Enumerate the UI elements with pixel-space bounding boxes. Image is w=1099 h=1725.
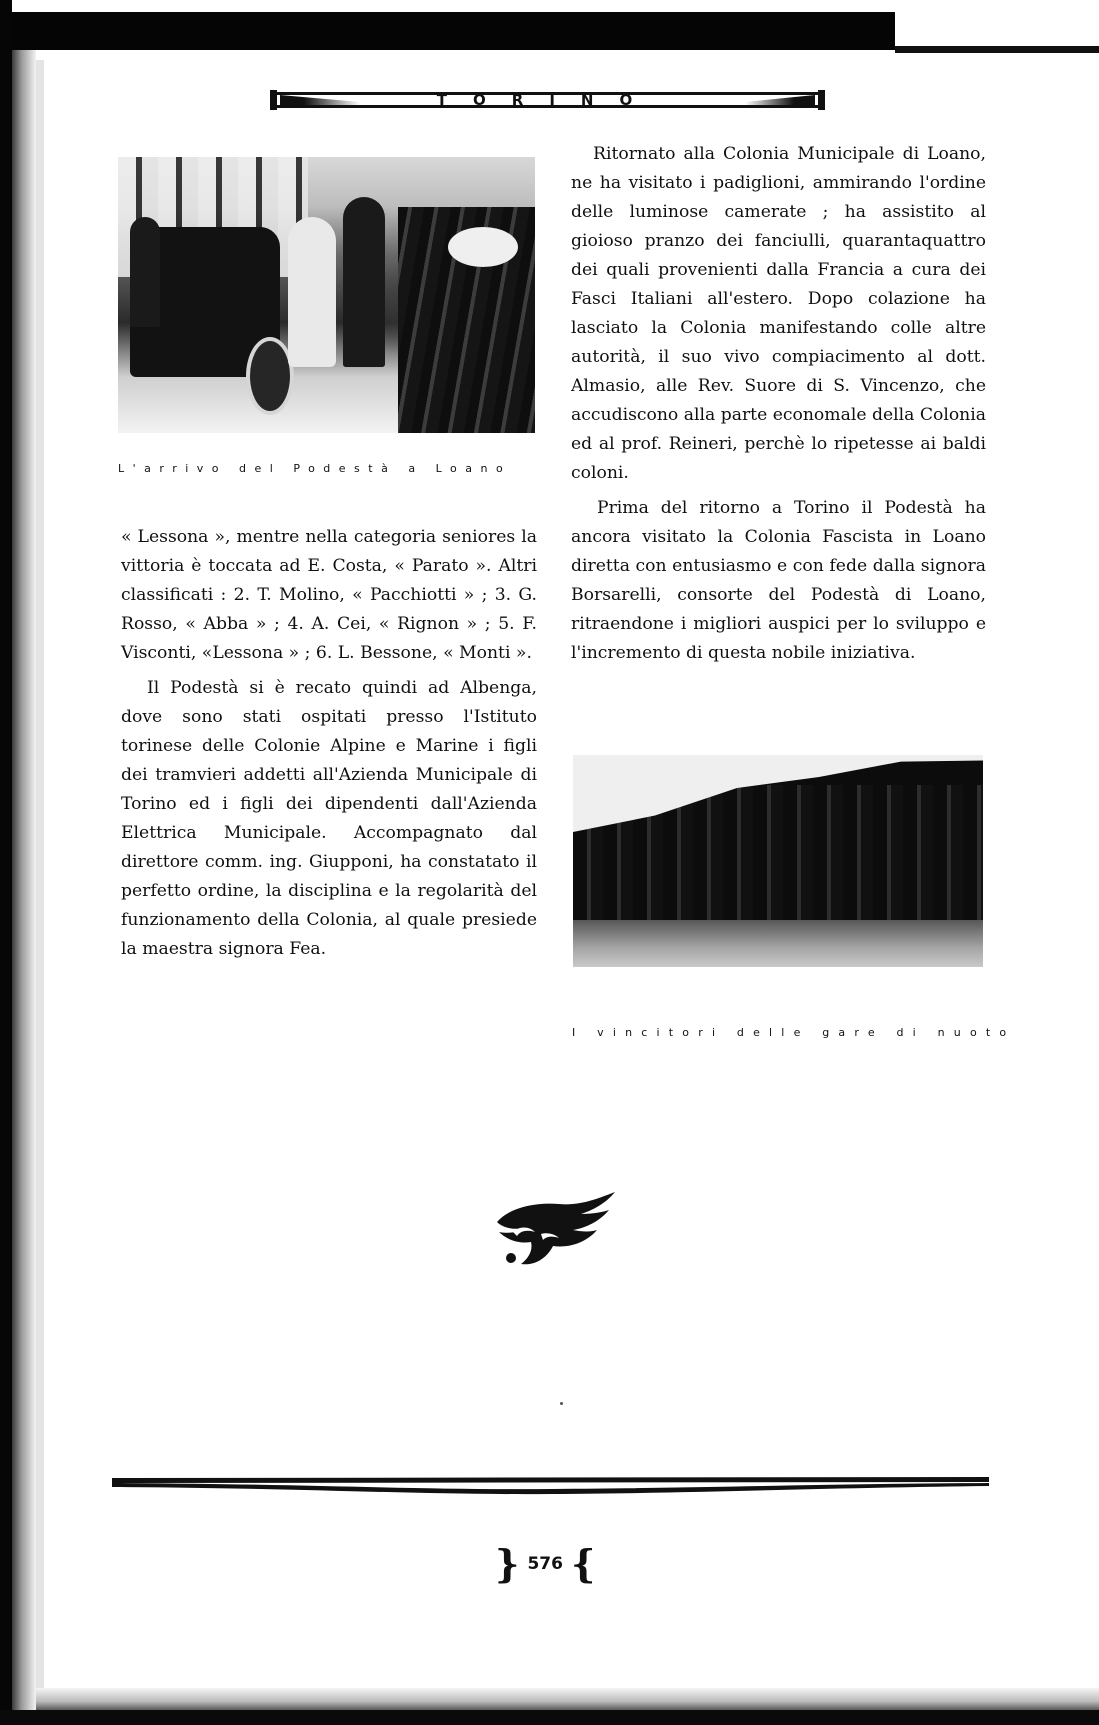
scan-edge-left (0, 0, 12, 1725)
page-number-brace-left: } (495, 1541, 520, 1586)
photo-hat (448, 227, 518, 267)
page-number (495, 1542, 595, 1586)
scan-edge-bottom (0, 1710, 1099, 1725)
scan-shadow-left (12, 50, 36, 1710)
left-column (121, 523, 537, 970)
running-header (270, 90, 825, 110)
page-number-brace-right: { (570, 1541, 596, 1586)
paragraph: Il Podestà si è recato quindi ad Albenga, dove sono stati ospitati presso l'Istituto torinese delle Colonie Alpine e Marine i figli dei tramvieri addetti all'Azienda Municipale di Torino ed i figli dei dipendenti dall'Azienda Elettrica Municipale. Accompagnato dal direttore comm. ing. Giupponi, ha constatato il perfetto ordine, la disciplina e la regolarità del funzionamento della Colonia, al quale presiede la maestra signora Fea. (121, 678, 537, 959)
scan-margin-left (36, 60, 44, 1700)
header-bracket-left (270, 90, 277, 110)
header-ornament-left (280, 95, 360, 105)
scan-edge-top-thin (895, 46, 1099, 53)
paragraph: « Lessona », mentre nella categoria seniores la vittoria è toccata ad E. Costa, « Parato ». Altri classificati : 2. T. Molino, « Pacchiotti » ; 3. G. Rosso, « Abba » ; 4. A. Cei, « Rignon » ; 5. F. Visconti, «Lessona » ; 6. L. Bessone, « Monti ». (121, 527, 537, 663)
photo-ground (573, 920, 983, 967)
paragraph: Ritornato alla Colonia Municipale di Loano, ne ha visitato i padiglioni, ammirando l'ordine delle luminose camerate ; ha assistito al gioioso pranzo dei fanciulli, quarantaquattro dei quali provenienti dalla Francia a cura dei Fasci Italiani all'estero. Dopo colazione ha lasciato la Colonia manifestando colle altre autorità, il suo vivo compiacimento al dott. Almasio, alle Rev. Suore di S. Vincenzo, che accudiscono alla parte economale della Colonia ed al prof. Reineri, perchè lo ripetesse ai baldi coloni. (571, 144, 986, 483)
scan-edge-top (12, 12, 895, 50)
photo-figure (130, 217, 160, 327)
page-number-value: 576 (527, 1554, 563, 1574)
header-bracket-right (818, 90, 825, 110)
photo-swim-winners (573, 755, 983, 967)
photo-arrival-loano (118, 157, 535, 433)
photo-figure-coat (288, 217, 336, 367)
winged-emblem-icon (489, 1188, 619, 1270)
photo-wheel (246, 337, 294, 415)
right-column (571, 140, 986, 674)
header-ornament-right (745, 95, 815, 105)
footer-rule (112, 1472, 989, 1496)
running-header-title: TORINO (436, 91, 659, 109)
scan-speck (560, 1402, 563, 1405)
scan-shadow-bottom (36, 1688, 1099, 1710)
photo-winners-caption: I vincitori delle gare di nuoto (572, 1026, 1016, 1039)
photo-figure (343, 197, 385, 367)
photo-arrival-caption: L'arrivo del Podestà a Loano (118, 462, 512, 475)
paragraph: Prima del ritorno a Torino il Podestà ha ancora visitato la Colonia Fascista in Loano diretta con entusiasmo e con fede dalla signora Borsarelli, consorte del Podestà di Loano, ritraendone i migliori auspici per lo sviluppo e l'incremento di questa nobile iniziativa. (571, 498, 986, 663)
